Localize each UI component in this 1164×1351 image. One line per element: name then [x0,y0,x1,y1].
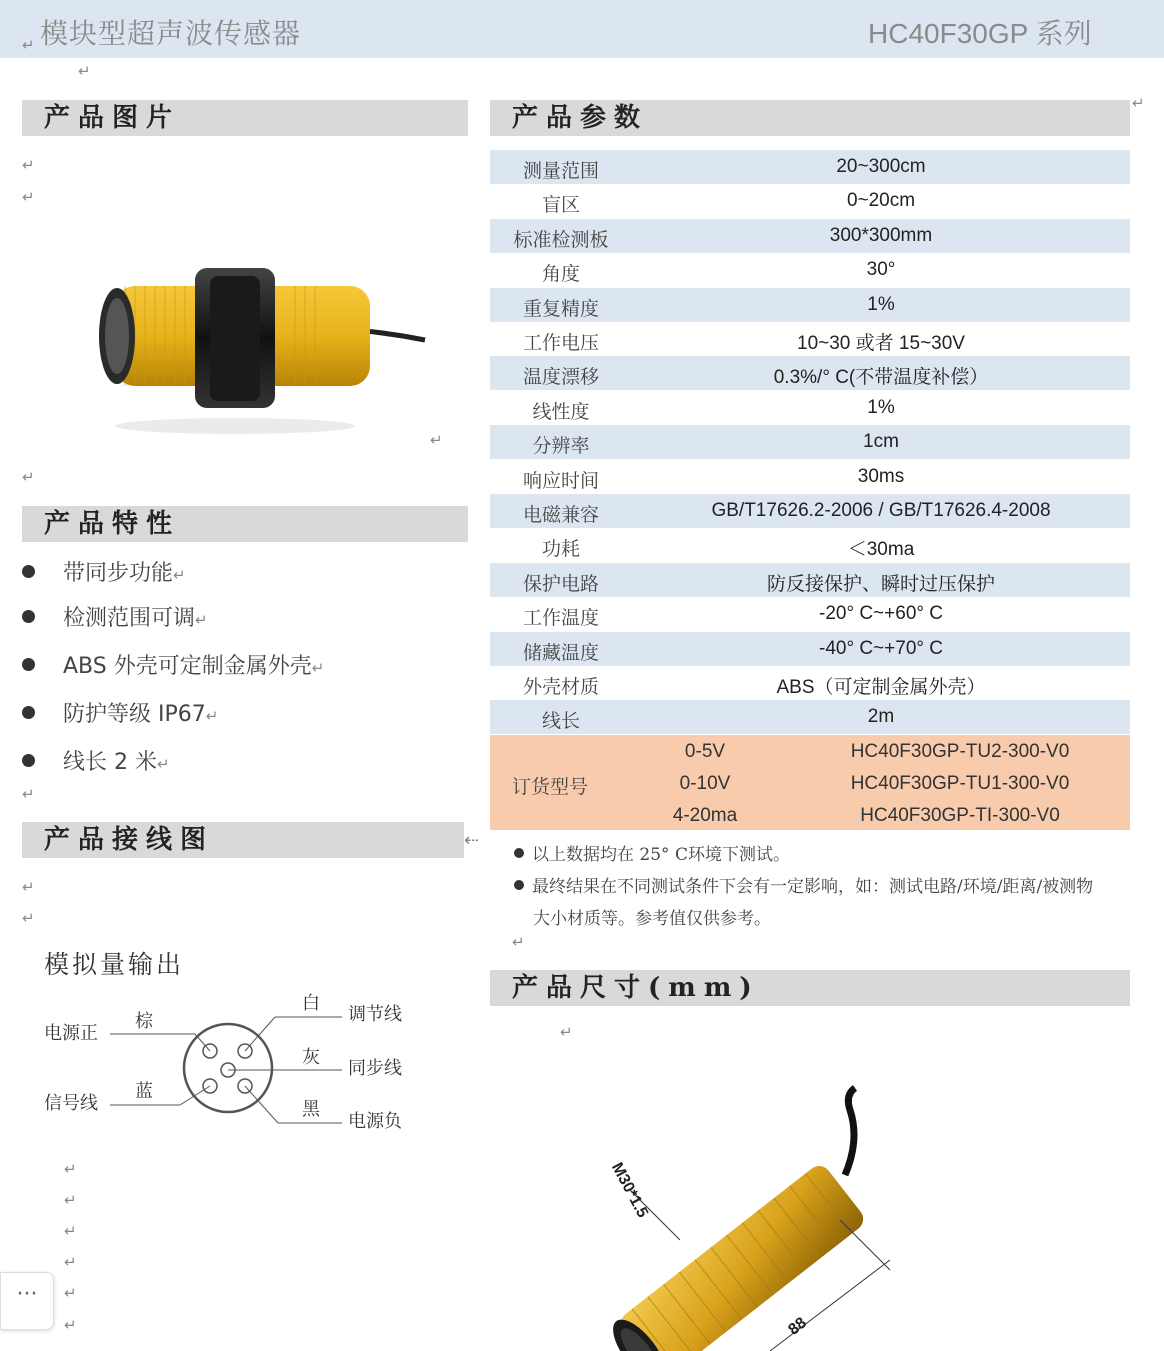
spec-row: 响应时间 30ms [522,466,905,492]
order-item: 0-10V HC40F30GP-TU1-300-V0 [679,773,1070,794]
note-item-continued: 大小材质等。参考值仅供参考。 [533,909,771,929]
order-item: 0-5V HC40F30GP-TU2-300-V0 [684,741,1070,762]
feature-item: 带同步功能↵ [22,556,186,587]
note-item: 最终结果在不同测试条件下会有一定影响，如：测试电路/环境/距离/被测物 [514,872,1093,897]
return-mark: ↵ [64,1284,77,1302]
wire-label-power-neg: 电源负 [348,1111,402,1132]
spec-row: 外壳材质 ABS（可定制金属外壳） [522,676,986,698]
return-mark: ↵ [22,156,35,174]
ellipsis-icon: ··· [16,1282,38,1307]
arrow-left-icon: ⇠ [464,830,480,851]
wire-color-black: 黑 [302,1099,320,1120]
section-wiring-title: 产品接线图 [22,822,464,858]
feature-item: ABS 外壳可定制金属外壳↵ [22,649,324,680]
note-item: 以上数据均在 25° C环境下测试。 [514,840,790,865]
bullet-icon [22,658,35,671]
wiring-diagram [40,985,440,1145]
return-mark: ↵ [64,1160,77,1178]
return-mark: ↵ [560,1023,573,1041]
return-mark: ↵ [512,933,525,951]
spec-row: 储藏温度 -40° C~+70° C [490,632,1130,666]
wiring-title: 模拟量输出 [44,950,185,979]
bullet-icon [22,565,35,578]
wire-color-brown: 棕 [135,1011,153,1032]
order-item: 4-20ma HC40F30GP-TI-300-V0 [672,805,1060,826]
return-mark: ↵ [1132,94,1145,112]
spec-row: 角度 30° [541,259,896,285]
wire-label-adjust: 调节线 [348,1004,402,1025]
series-title: HC40F30GP 系列 [868,18,1092,49]
return-mark: ↵ [430,431,443,449]
wire-color-white: 白 [302,993,320,1014]
spec-row: 保护电路 防反接保护、瞬时过压保护 [490,563,1130,597]
bullet-icon [514,848,524,858]
return-mark: ↵ [22,188,35,206]
dimension-thread-label: M30*1.5 [608,1160,652,1221]
order-block [490,735,1130,830]
page-header [0,0,1164,58]
wire-color-blue: 蓝 [135,1081,153,1102]
bullet-icon [514,880,524,890]
order-label: 订货型号 [512,776,589,798]
wire-color-gray: 灰 [302,1047,320,1068]
spec-row: 盲区 0~20cm [541,190,916,216]
wire-label-power-pos: 电源正 [44,1023,98,1044]
dimension-drawing [560,1070,940,1351]
return-mark: ↵ [64,1316,77,1334]
feature-item: 线长 2 米↵ [22,745,170,776]
spec-row: 测量范围 20~300cm [490,150,1130,184]
section-dimension-title: 产品尺寸(mm) [490,970,1130,1006]
bullet-icon [22,754,35,767]
page-title: 模块型超声波传感器 [40,17,302,50]
spec-row: 电磁兼容 GB/T17626.2-2006 / GB/T17626.4-2008 [490,494,1130,528]
return-mark: ↵ [22,785,35,803]
return-mark: ↵ [22,468,35,486]
spec-row: 工作电压 10~30 或者 15~30V [522,332,965,354]
return-mark: ↵ [22,878,35,896]
spec-row: 线长 2m [490,700,1130,734]
spec-row: 功耗 ＜30ma [541,538,915,560]
product-photo [95,266,430,436]
wire-label-sync: 同步线 [348,1058,402,1079]
feature-item: 防护等级 IP67↵ [22,697,218,728]
more-options-button[interactable] [0,1272,54,1330]
bullet-icon [22,706,35,719]
feature-item: 检测范围可调↵ [22,601,208,632]
return-mark: ↵ [22,909,35,927]
dimension-length-label: 88 [785,1314,810,1339]
return-mark: ↵ [64,1191,77,1209]
bullet-icon [22,610,35,623]
section-params-title: 产品参数 [490,100,1130,136]
return-mark: ↵ [64,1253,77,1271]
section-features-title: 产品特性 [22,506,468,542]
return-mark: ↵ [22,36,35,54]
return-mark: ↵ [64,1222,77,1240]
spec-row: 温度漂移 0.3%/° C(不带温度补偿） [490,356,1130,390]
wire-label-signal: 信号线 [44,1093,98,1114]
spec-row: 标准检测板 300*300mm [490,219,1130,253]
return-mark: ↵ [78,62,91,80]
spec-row: 分辨率 1cm [490,425,1130,459]
spec-row: 工作温度 -20° C~+60° C [522,603,943,629]
section-photo-title: 产品图片 [22,100,468,136]
spec-row: 重复精度 1% [490,288,1130,322]
spec-row: 线性度 1% [532,397,895,423]
